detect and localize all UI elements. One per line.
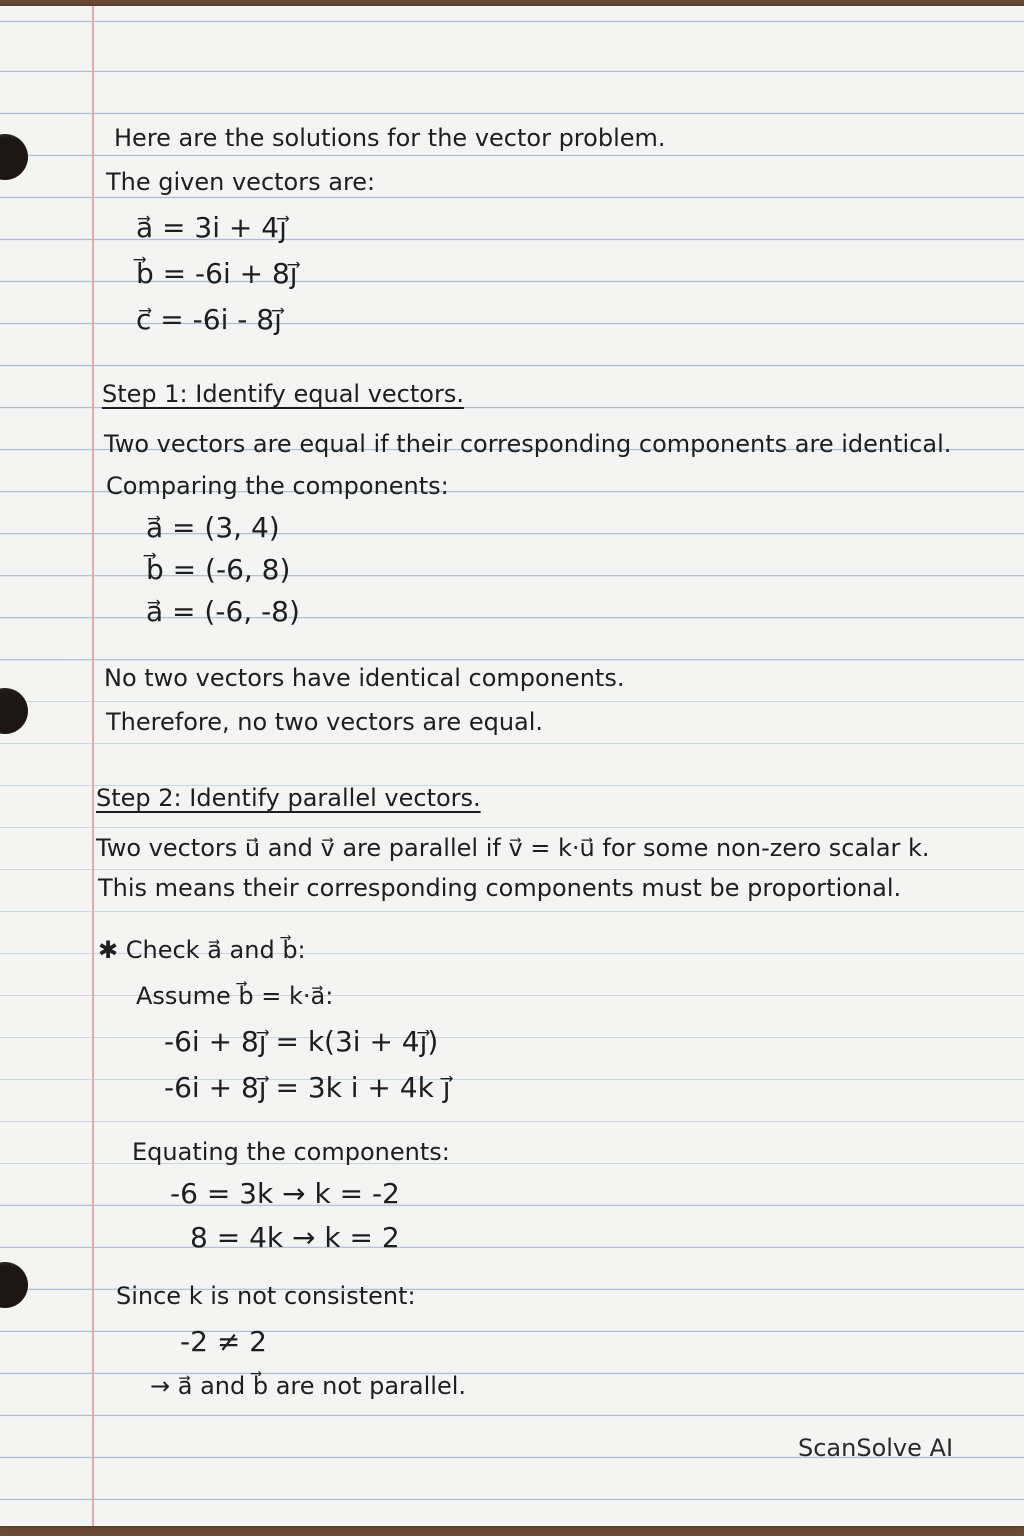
result-line: → a⃗ and b⃗ are not parallel. — [150, 1372, 467, 1400]
equation-3: -6 = 3k → k = -2 — [170, 1177, 400, 1210]
page-title: Here are the solutions for the vector problem. — [114, 124, 666, 152]
margin-line — [92, 6, 94, 1526]
step1-conclusion-1: No two vectors have identical components. — [104, 664, 625, 692]
step1-heading: Step 1: Identify equal vectors. — [102, 380, 464, 408]
component-b: b⃗ = (-6, 8) — [146, 553, 291, 586]
not-equal-line: -2 ≠ 2 — [180, 1325, 267, 1358]
component-a: a⃗ = (3, 4) — [146, 511, 280, 544]
step2-text-1: Two vectors u⃗ and v⃗ are parallel if v⃗ = k·u⃗ for some non-zero scalar k. — [96, 834, 930, 862]
equation-2: -6i + 8j⃗ = 3k i + 4k j⃗ — [164, 1071, 451, 1104]
step1-text-2: Comparing the components: — [106, 472, 449, 500]
step2-text-2: This means their corresponding components must be proportional. — [98, 874, 902, 902]
since-line: Since k is not consistent: — [116, 1282, 416, 1310]
given-vector-b: b⃗ = -6i + 8j⃗ — [136, 257, 298, 290]
punch-hole — [0, 134, 28, 180]
check-ab-heading: ✱ Check a⃗ and b⃗: — [98, 936, 306, 964]
given-heading: The given vectors are: — [106, 168, 376, 196]
equation-4: 8 = 4k → k = 2 — [190, 1221, 400, 1254]
component-c: a⃗ = (-6, -8) — [146, 595, 300, 628]
notebook-page — [0, 6, 1024, 1526]
punch-hole — [0, 688, 28, 734]
step2-heading: Step 2: Identify parallel vectors. — [96, 784, 481, 812]
given-vector-a: a⃗ = 3i + 4j⃗ — [136, 211, 287, 244]
given-vector-c: c⃗ = -6i - 8j⃗ — [136, 303, 282, 336]
equating-heading: Equating the components: — [132, 1138, 450, 1166]
equation-1: -6i + 8j⃗ = k(3i + 4j⃗) — [164, 1025, 439, 1058]
punch-hole — [0, 1262, 28, 1308]
assume-line: Assume b⃗ = k·a⃗: — [136, 982, 334, 1010]
step1-conclusion-2: Therefore, no two vectors are equal. — [106, 708, 544, 736]
brand-signature: ScanSolve AI — [798, 1434, 954, 1462]
step1-text-1: Two vectors are equal if their corresponding components are identical. — [104, 430, 952, 458]
